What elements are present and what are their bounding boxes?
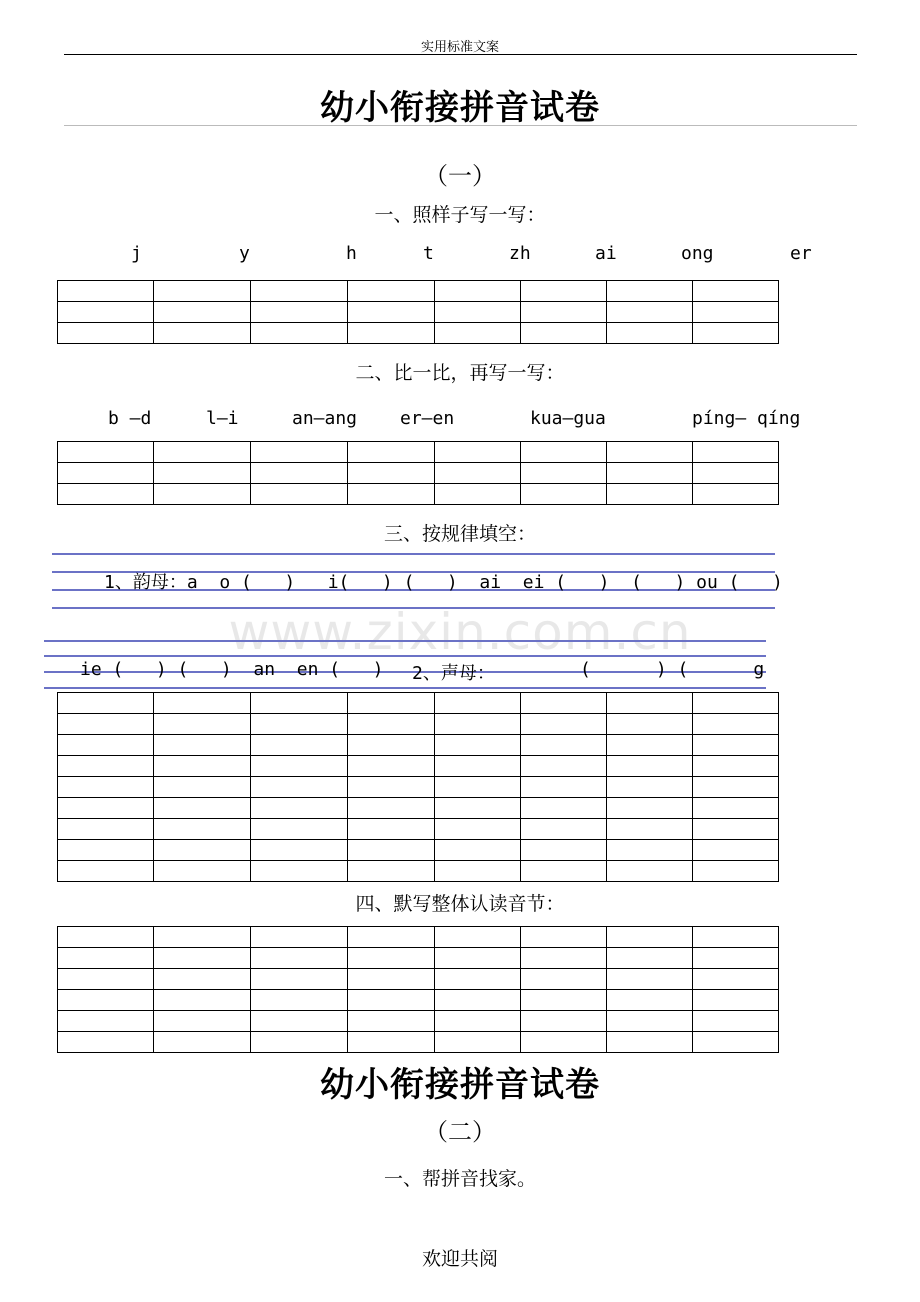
grid-row [58,861,779,882]
grid-cell [693,948,779,969]
grid-cell [154,861,251,882]
grid-row [58,819,779,840]
s1-heading: 一、照样子写一写： [374,204,546,226]
grid-row [58,281,779,302]
grid-cell [348,948,435,969]
paper2-s1-heading: 一、帮拼音找家。 [383,1168,536,1190]
grid-cell [435,861,521,882]
grid-row [58,798,779,819]
grid-cell [521,714,607,735]
grid-row [58,927,779,948]
grid-row [58,714,779,735]
grid-cell [154,1032,251,1053]
grid-cell [348,735,435,756]
grid-cell [154,442,251,463]
grid-cell [693,463,779,484]
grid-cell [435,1011,521,1032]
grid-cell [251,840,348,861]
grid-cell [348,819,435,840]
grid-cell [348,927,435,948]
guide-line [44,640,766,642]
grid-cell [435,777,521,798]
grid-cell [607,1032,693,1053]
grid-cell [251,1032,348,1053]
grid-cell [58,714,154,735]
grid-cell [348,442,435,463]
s2-pair: b —d [108,408,152,429]
grid-cell [348,484,435,505]
grid-cell [607,969,693,990]
grid-row [58,840,779,861]
grid-cell [348,777,435,798]
grid-cell [693,281,779,302]
grid-row [58,948,779,969]
grid-cell [251,927,348,948]
grid-cell [348,693,435,714]
grid-cell [251,735,348,756]
grid-cell [607,693,693,714]
grid-cell [251,463,348,484]
grid-cell [251,1011,348,1032]
grid-row [58,735,779,756]
paper2-title: 幼小衔接拼音试卷 [320,1065,600,1105]
grid-row [58,442,779,463]
s3-line2-vowels: ie ( ) ( ) an en ( ) [80,659,384,680]
grid-cell [607,861,693,882]
guide-line [52,553,775,555]
grid-cell [435,927,521,948]
s3-writing-grid [57,692,779,882]
guide-line [44,687,766,689]
grid-cell [435,442,521,463]
grid-cell [348,1011,435,1032]
grid-cell [693,1011,779,1032]
grid-cell [348,756,435,777]
guide-line [44,655,766,657]
grid-cell [435,714,521,735]
grid-cell [58,840,154,861]
grid-cell [693,756,779,777]
grid-row [58,484,779,505]
grid-cell [435,840,521,861]
grid-cell [348,990,435,1011]
grid-cell [435,798,521,819]
grid-cell [154,302,251,323]
s1-letter: er [790,243,812,264]
grid-row [58,1032,779,1053]
grid-cell [58,442,154,463]
grid-cell [693,777,779,798]
grid-cell [154,756,251,777]
grid-cell [154,714,251,735]
grid-cell [693,442,779,463]
grid-cell [251,819,348,840]
grid-cell [154,484,251,505]
grid-cell [607,463,693,484]
s4-writing-grid [57,926,779,1053]
grid-cell [607,302,693,323]
s2-pair: kua—gua [530,408,606,429]
grid-cell [154,969,251,990]
grid-cell [521,777,607,798]
grid-cell [521,463,607,484]
grid-cell [58,484,154,505]
grid-cell [348,1032,435,1053]
grid-cell [693,840,779,861]
grid-cell [58,1011,154,1032]
grid-cell [154,927,251,948]
grid-cell [251,861,348,882]
grid-cell [435,323,521,344]
grid-cell [154,840,251,861]
grid-cell [348,463,435,484]
grid-row [58,969,779,990]
grid-cell [348,323,435,344]
grid-cell [58,302,154,323]
grid-row [58,990,779,1011]
paper1-part: （一） [424,162,496,190]
grid-cell [251,281,348,302]
grid-cell [693,861,779,882]
grid-cell [607,756,693,777]
grid-cell [607,777,693,798]
s1-letter: ai [595,243,617,264]
grid-cell [521,756,607,777]
grid-cell [435,735,521,756]
s4-heading: 四、默写整体认读音节： [355,893,565,915]
grid-cell [58,948,154,969]
grid-row [58,777,779,798]
grid-row [58,693,779,714]
grid-cell [435,693,521,714]
page-footer: 欢迎共阅 [421,1248,498,1270]
grid-cell [435,819,521,840]
grid-cell [154,990,251,1011]
s1-letter: y [239,243,250,264]
grid-cell [154,281,251,302]
grid-cell [521,281,607,302]
grid-cell [607,819,693,840]
grid-cell [58,861,154,882]
s2-pair: an—ang [292,408,358,429]
grid-cell [607,484,693,505]
grid-cell [348,281,435,302]
grid-cell [693,735,779,756]
s1-letter: zh [509,243,531,264]
grid-cell [521,1011,607,1032]
grid-cell [58,969,154,990]
s1-letter: j [131,243,142,264]
grid-cell [693,798,779,819]
grid-cell [348,969,435,990]
grid-row [58,302,779,323]
grid-cell [435,990,521,1011]
grid-cell [58,1032,154,1053]
grid-row [58,1011,779,1032]
s1-letter: t [423,243,434,264]
grid-cell [154,1011,251,1032]
grid-cell [154,463,251,484]
grid-cell [251,302,348,323]
s3-line1: 1、韵母：a o ( ) i( ) ( ) ai ei ( ) ( ) ou ( ) [104,572,783,593]
grid-cell [693,990,779,1011]
watermark: www.zixin.com.cn [228,603,692,661]
grid-cell [58,693,154,714]
grid-cell [607,323,693,344]
s3-line2-consonant-label: 2、声母： [412,663,495,684]
grid-cell [693,323,779,344]
grid-cell [607,990,693,1011]
s1-letter: h [346,243,357,264]
grid-cell [693,819,779,840]
grid-cell [58,990,154,1011]
s3-heading: 三、按规律填空： [383,523,536,545]
grid-cell [521,927,607,948]
grid-cell [154,735,251,756]
grid-cell [607,840,693,861]
s2-pair: píng— qíng [692,408,801,429]
grid-cell [607,798,693,819]
paper1-title: 幼小衔接拼音试卷 [320,88,600,128]
grid-cell [435,302,521,323]
grid-cell [521,969,607,990]
grid-cell [607,714,693,735]
grid-cell [251,484,348,505]
grid-cell [348,798,435,819]
grid-cell [251,323,348,344]
grid-cell [521,861,607,882]
grid-cell [435,1032,521,1053]
grid-cell [154,323,251,344]
grid-cell [521,798,607,819]
grid-cell [607,1011,693,1032]
grid-cell [521,1032,607,1053]
grid-cell [348,302,435,323]
s2-writing-grid [57,441,779,505]
grid-cell [693,714,779,735]
grid-cell [521,948,607,969]
s2-pair: er—en [400,408,455,429]
grid-cell [154,798,251,819]
grid-cell [154,693,251,714]
grid-row [58,323,779,344]
grid-cell [607,948,693,969]
grid-cell [251,442,348,463]
grid-cell [607,735,693,756]
grid-cell [251,714,348,735]
grid-cell [435,463,521,484]
page-header: 实用标准文案 [420,40,499,55]
grid-cell [521,442,607,463]
grid-cell [521,990,607,1011]
grid-cell [693,693,779,714]
grid-cell [58,777,154,798]
grid-cell [251,969,348,990]
grid-cell [58,819,154,840]
grid-cell [521,735,607,756]
grid-cell [251,756,348,777]
grid-cell [607,927,693,948]
grid-cell [251,693,348,714]
grid-cell [435,484,521,505]
grid-cell [693,969,779,990]
grid-cell [58,463,154,484]
grid-cell [58,927,154,948]
s1-letter: ong [681,243,714,264]
grid-cell [693,484,779,505]
grid-row [58,463,779,484]
title-rule [64,125,857,126]
grid-cell [521,323,607,344]
grid-cell [154,948,251,969]
grid-cell [521,840,607,861]
grid-cell [435,969,521,990]
s2-pair: l—i [206,408,239,429]
grid-cell [251,990,348,1011]
s3-line2-consonant-blanks: ( ) ( g [580,659,765,680]
s1-writing-grid [57,280,779,344]
grid-row [58,756,779,777]
grid-cell [435,756,521,777]
grid-cell [607,281,693,302]
grid-cell [58,798,154,819]
grid-cell [693,302,779,323]
grid-cell [521,693,607,714]
grid-cell [521,484,607,505]
grid-cell [154,819,251,840]
grid-cell [251,798,348,819]
grid-cell [58,756,154,777]
grid-cell [521,819,607,840]
grid-cell [251,948,348,969]
grid-cell [693,927,779,948]
paper2-part: （二） [424,1118,496,1146]
grid-cell [435,948,521,969]
grid-cell [154,777,251,798]
grid-cell [348,714,435,735]
grid-cell [58,323,154,344]
s2-heading: 二、比一比，再写一写： [355,362,565,384]
grid-cell [348,861,435,882]
grid-cell [348,840,435,861]
grid-cell [607,442,693,463]
grid-cell [693,1032,779,1053]
grid-cell [521,302,607,323]
header-rule [64,54,857,55]
grid-cell [251,777,348,798]
grid-cell [58,735,154,756]
grid-cell [58,281,154,302]
grid-cell [435,281,521,302]
